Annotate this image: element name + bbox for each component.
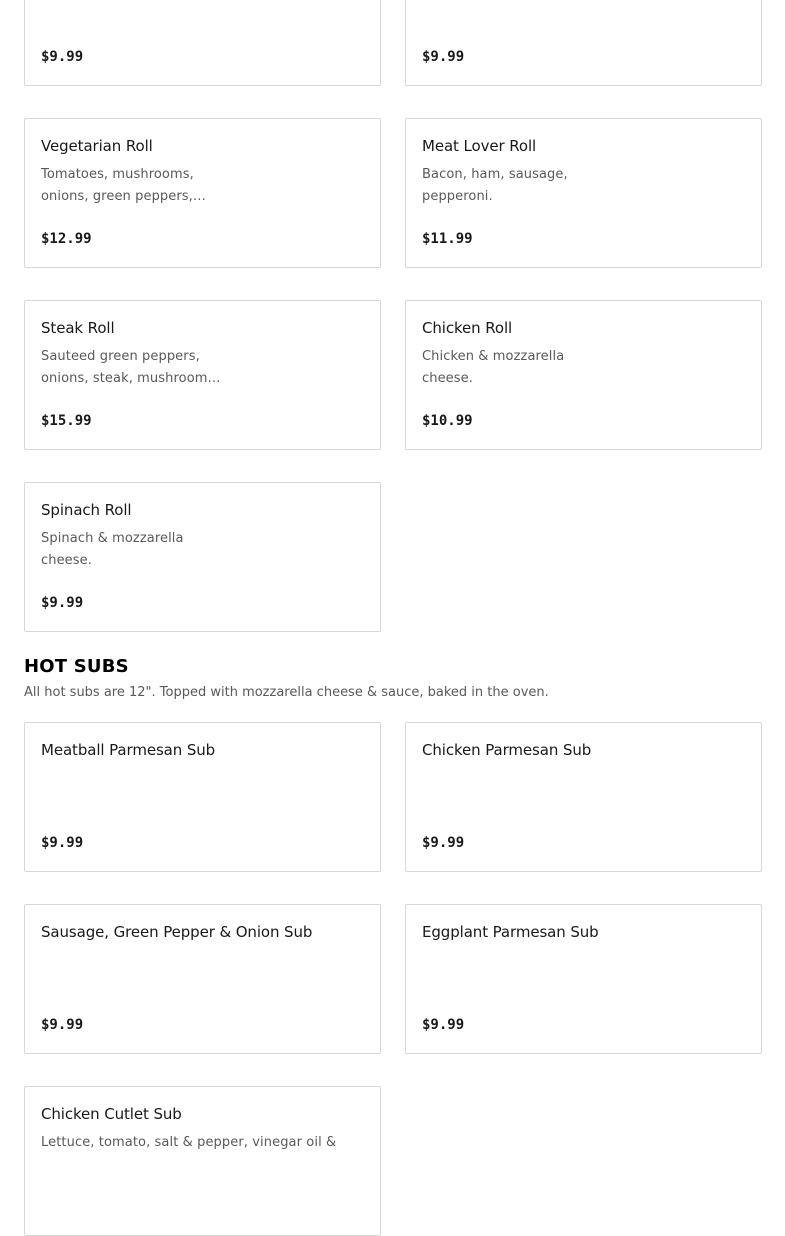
menu-item-card[interactable] bbox=[24, 722, 381, 872]
menu-item-price: $12.99 bbox=[41, 231, 92, 247]
description-line: pepperoni. bbox=[422, 189, 493, 204]
menu-item-name: Eggplant Parmesan Sub bbox=[422, 923, 599, 941]
menu-item-price: $9.99 bbox=[41, 595, 84, 611]
description-line: cheese. bbox=[422, 371, 473, 386]
menu-item-card[interactable] bbox=[405, 722, 762, 872]
description-line: onions, steak, mushroom… bbox=[41, 371, 221, 386]
menu-item-card[interactable] bbox=[24, 0, 381, 86]
menu-item-card[interactable] bbox=[24, 300, 381, 450]
menu-item-card[interactable] bbox=[405, 904, 762, 1054]
menu-item-name: Sausage, Green Pepper & Onion Sub bbox=[41, 923, 313, 941]
menu-item-card[interactable] bbox=[24, 1086, 381, 1236]
menu-item-description bbox=[422, 346, 612, 390]
menu-item-price: $9.99 bbox=[41, 49, 84, 65]
menu-item-price: $11.99 bbox=[422, 231, 473, 247]
menu-item-price: $9.99 bbox=[41, 835, 84, 851]
menu-item-description bbox=[41, 1132, 341, 1154]
menu-item-price: $10.99 bbox=[422, 413, 473, 429]
menu-item-name: Chicken Roll bbox=[422, 319, 513, 337]
menu-item-card[interactable] bbox=[24, 118, 381, 268]
description-line: Chicken & mozzarella bbox=[422, 349, 565, 364]
menu-item-name: Spinach Roll bbox=[41, 501, 132, 519]
description-line: cheese. bbox=[41, 553, 92, 568]
description-line bbox=[422, 0, 612, 4]
menu-item-price: $9.99 bbox=[422, 49, 465, 65]
menu-item-description bbox=[41, 0, 231, 4]
menu-item-name: Vegetarian Roll bbox=[41, 137, 153, 155]
menu-item-price: $9.99 bbox=[41, 1017, 84, 1033]
menu-item-name: Meatball Parmesan Sub bbox=[41, 741, 216, 759]
menu-item-name: Steak Roll bbox=[41, 319, 115, 337]
menu-item-description bbox=[422, 0, 612, 4]
description-line bbox=[41, 0, 231, 4]
menu-item-price: $15.99 bbox=[41, 413, 92, 429]
description-line: Spinach & mozzarella bbox=[41, 531, 184, 546]
menu-item-description bbox=[41, 164, 231, 208]
section-description: All hot subs are 12". Topped with mozzarella cheese & sauce, baked in the oven. bbox=[24, 685, 549, 700]
menu-item-card[interactable] bbox=[24, 904, 381, 1054]
description-line: Tomatoes, mushrooms, bbox=[41, 167, 194, 182]
menu-item-name: Chicken Cutlet Sub bbox=[41, 1105, 182, 1123]
menu-item-name: Chicken Parmesan Sub bbox=[422, 741, 592, 759]
menu-item-card[interactable] bbox=[405, 300, 762, 450]
description-line: Lettuce, tomato, salt & pepper, vinegar oil & bbox=[41, 1135, 337, 1150]
description-line: Bacon, ham, sausage, bbox=[422, 167, 568, 182]
menu-item-price: $9.99 bbox=[422, 1017, 465, 1033]
description-line: Sauteed green peppers, bbox=[41, 349, 200, 364]
menu-item-card[interactable] bbox=[405, 118, 762, 268]
menu-item-card[interactable] bbox=[405, 0, 762, 86]
menu-item-description bbox=[422, 164, 612, 208]
menu-item-card[interactable] bbox=[24, 482, 381, 632]
menu-item-name: Meat Lover Roll bbox=[422, 137, 537, 155]
menu-item-description bbox=[41, 528, 231, 572]
menu-item-price: $9.99 bbox=[422, 835, 465, 851]
section-title: HOT SUBS bbox=[24, 656, 129, 677]
menu-item-description bbox=[41, 346, 231, 390]
description-line: onions, green peppers,… bbox=[41, 189, 207, 204]
